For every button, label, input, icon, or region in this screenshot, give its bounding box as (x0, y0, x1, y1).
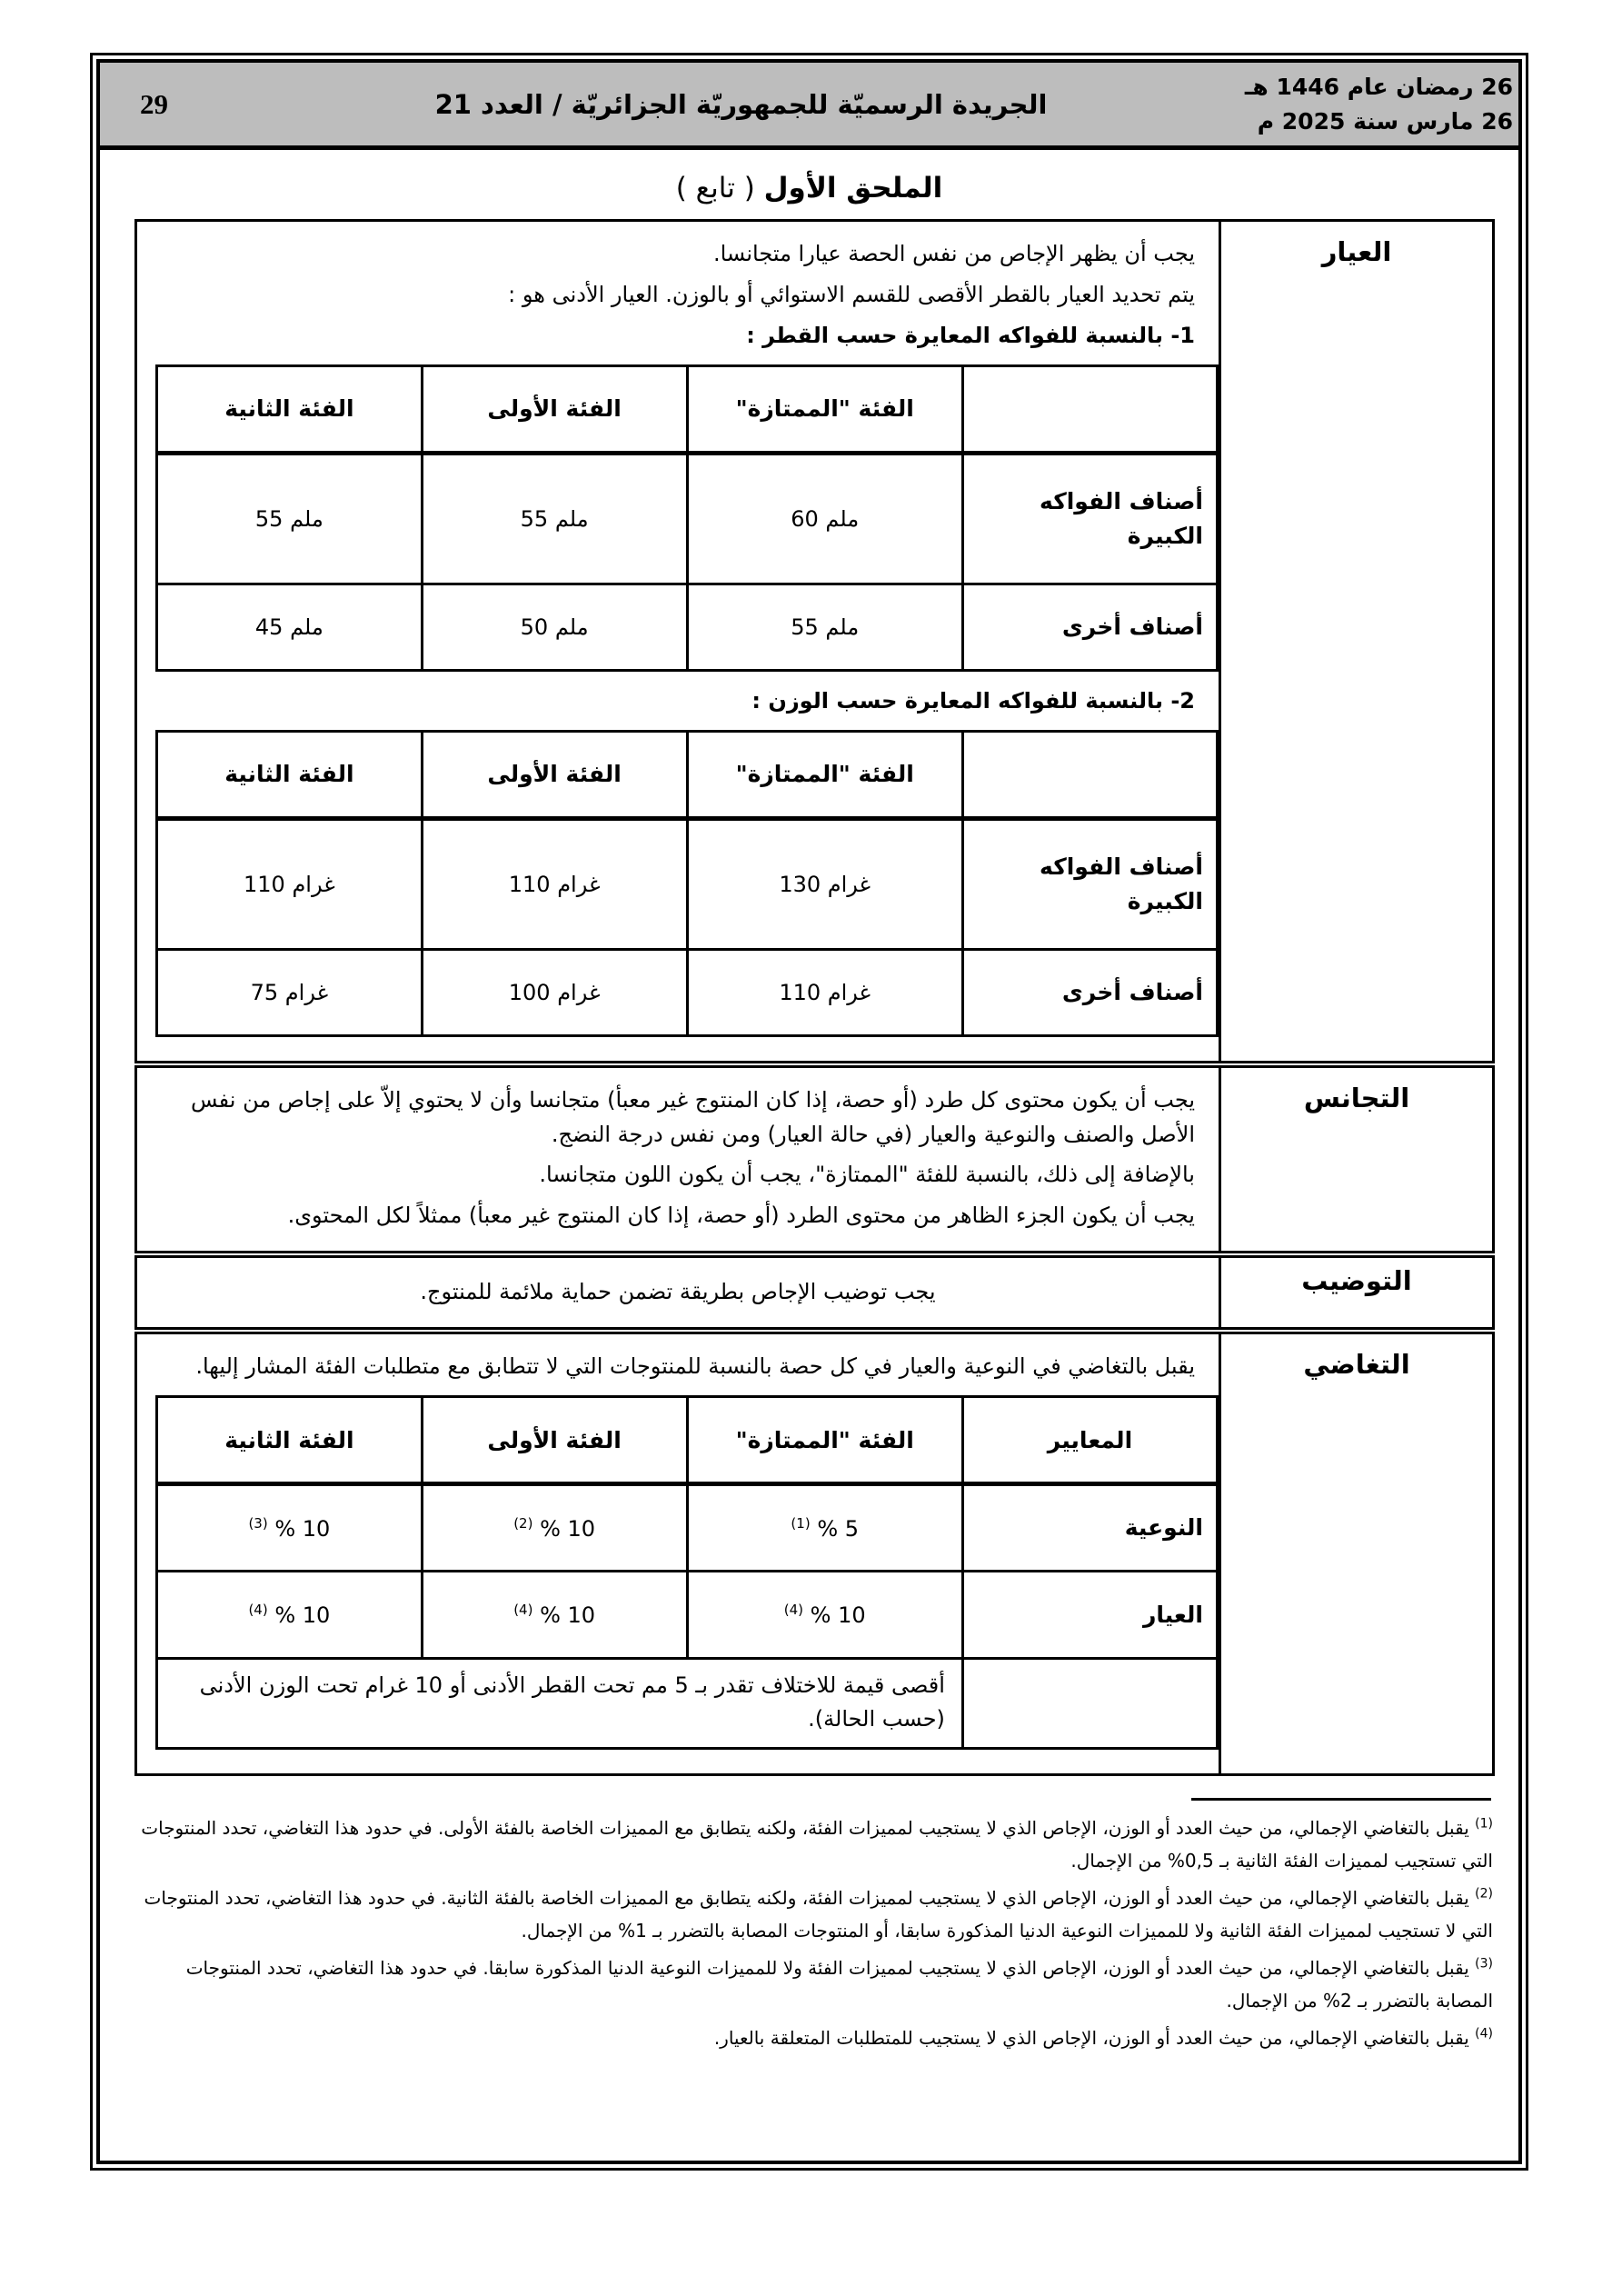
footnote-4: $^{(4)}$ يقبل بالتغاضي الإجمالي، من حيث العدد أو الوزن، الإجاص الذي لا يستجيب للمتطلبات المتعلقة بالعيار. (713, 2026, 1493, 2050)
value-cell: 100 غرام (422, 949, 687, 1035)
header-cell-second-class: الفئة الثانية (157, 731, 423, 818)
value-cell: 130 غرام (687, 818, 962, 949)
header-cell-first-class: الفئة الأولى (422, 731, 687, 818)
value-cell: $^{(1)}$ % 5 (687, 1484, 962, 1572)
weight-table-header-row (157, 731, 1218, 818)
homogeneity-paragraph-2: بالإضافة إلى ذلك، بالنسبة للفئة "الممتازة"، يجب أن يكون اللون متجانسا. (539, 1162, 1195, 1188)
diameter-table-header-row (157, 365, 1218, 453)
section-content-tolerance (136, 1331, 1220, 1775)
value-cell: $^{(4)}$ % 10 (687, 1572, 962, 1659)
value-cell: 110 غرام (687, 949, 962, 1035)
section-label-homogeneity: التجانس (1220, 1064, 1494, 1255)
section-content-caliber (136, 221, 1220, 1064)
value-cell: 55 ملم (157, 453, 423, 584)
section-row-caliber (136, 221, 1494, 1064)
annex-title (100, 172, 1518, 205)
header-cell-empty (962, 731, 1217, 818)
header-cell-extra-class: الفئة "الممتازة" (687, 365, 962, 453)
header-cell-empty (962, 365, 1217, 453)
caliber-paragraph-2: يتم تحديد العيار بالقطر الأقصى للقسم الاستوائي أو بالوزن. العيار الأدنى هو : (508, 281, 1195, 307)
footnote-3: $^{(3)}$ يقبل بالتغاضي الإجمالي، من حيث العدد أو الوزن، الإجاص الذي لا يستجيب لمميزات الفئة ولا للمميزات النوعية الدنيا المذكورة سابقا. في حدود هذا التغاضي، تحدد المنتوجات المصابة بالتضرر بـ %2 من الإجمال. (185, 1956, 1493, 2012)
header-cell-extra-class: الفئة "الممتازة" (687, 731, 962, 818)
tolerance-table-header-row (157, 1397, 1218, 1484)
value-cell: 75 غرام (157, 949, 423, 1035)
table-row-caliber (157, 1572, 1218, 1659)
header-cell-first-class: الفئة الأولى (422, 1397, 687, 1484)
value-cell: 110 غرام (157, 818, 423, 949)
row-label-large-fruit: أصناف الفواكه الكبيرة (962, 453, 1217, 584)
tolerance-paragraph: يقبل بالتغاضي في النوعية والعيار في كل حصة بالنسبة للمنتوجات التي لا تتطابق مع متطلبات الفئة المشار إليها. (195, 1353, 1195, 1380)
diameter-table (155, 364, 1219, 672)
page-frame (90, 53, 1528, 2171)
header-cell-second-class: الفئة الثانية (157, 1397, 423, 1484)
tolerance-table (155, 1395, 1219, 1750)
table-row (157, 584, 1218, 670)
header-cell-first-class: الفئة الأولى (422, 365, 687, 453)
value-cell: 60 ملم (687, 453, 962, 584)
header-cell-second-class: الفئة الثانية (157, 365, 423, 453)
value-cell: $^{(2)}$ % 10 (422, 1484, 687, 1572)
value-cell: 55 ملم (687, 584, 962, 670)
footnote-rule (1191, 1798, 1491, 1801)
caliber-subtitle-diameter: 1- بالنسبة للفواكه المعايرة حسب القطر : (746, 322, 1195, 348)
caliber-subtitle-weight: 2- بالنسبة للفواكه المعايرة حسب الوزن : (751, 687, 1195, 714)
value-cell: $^{(3)}$ % 10 (157, 1484, 423, 1572)
table-row-quality (157, 1484, 1218, 1572)
tolerance-note-cell: أقصى قيمة للاختلاف تقدر بـ 5 مم تحت القطر الأدنى أو 10 غرام تحت الوزن الأدنى (حسب الحالة). (157, 1659, 963, 1749)
section-row-packaging (136, 1254, 1494, 1331)
table-row-note (157, 1659, 1218, 1749)
header-cell-criteria: المعايير (962, 1397, 1217, 1484)
value-cell: $^{(4)}$ % 10 (157, 1572, 423, 1659)
row-label-large-fruit: أصناف الفواكه الكبيرة (962, 818, 1217, 949)
footnote-1: $^{(1)}$ يقبل بالتغاضي الإجمالي، من حيث العدد أو الوزن، الإجاص الذي لا يستجيب لمميزات الفئة، ولكنه يتطابق مع المميزات الخاصة بالفئة الأولى. في حدود هذا التغاضي، تحدد المنتوجات التي تستجيب لمميزات الفئة الثانية بـ %0,5 من الإجمال. (141, 1816, 1493, 1872)
header-cell-extra-class: الفئة "الممتازة" (687, 1397, 962, 1484)
hijri-date: 26 رمضان عام 1446 هـ (1244, 74, 1513, 100)
main-table (134, 219, 1495, 1776)
table-row (157, 818, 1218, 949)
annex-title-suffix: ( تابع ) (675, 172, 755, 205)
row-label-quality: النوعية (962, 1484, 1217, 1572)
homogeneity-paragraph-3: يجب أن يكون الجزء الظاهر من محتوى الطرد (أو حصة، إذا كان المنتوج غير معبأ) ممثلاً لكل المحتوى. (287, 1203, 1195, 1229)
row-label-other-varieties: أصناف أخرى (962, 584, 1217, 670)
table-row (157, 453, 1218, 584)
homogeneity-paragraph-1: يجب أن يكون محتوى كل طرد (أو حصة، إذا كان المنتوج غير معبأ) متجانسا وأن لا يحتوي إلاّ على إجاص من نفس الأصل والصنف والنوعية والعيار (في حالة العيار) ومن نفس درجة النضج. (191, 1086, 1195, 1147)
empty-cell (962, 1659, 1217, 1749)
section-label-caliber: العيار (1220, 221, 1494, 1064)
journal-title: الجريدة الرسميّة للجمهوريّة الجزائريّة / العدد 21 (434, 88, 1048, 120)
gregorian-date: 26 مارس سنة 2025 م (1257, 107, 1513, 135)
caliber-paragraph-1: يجب أن يظهر الإجاص من نفس الحصة عيارا متجانسا. (712, 241, 1195, 266)
weight-table (155, 730, 1219, 1037)
section-row-tolerance (136, 1331, 1494, 1775)
row-label-caliber: العيار (962, 1572, 1217, 1659)
value-cell: $^{(4)}$ % 10 (422, 1572, 687, 1659)
page-frame-inner (96, 59, 1522, 2164)
packaging-paragraph: يجب توضيب الإجاص بطريقة تضمن حماية ملائمة للمنتوج. (420, 1279, 936, 1305)
value-cell: 50 ملم (422, 584, 687, 670)
footnote-2: $^{(2)}$ يقبل بالتغاضي الإجمالي، من حيث العدد أو الوزن، الإجاص الذي لا يستجيب لمميزات الفئة، ولكنه يتطابق مع المميزات الخاصة بالفئة الثانية. في حدود هذا التغاضي، تحدد المنتوجات التي لا تستجيب لمميزات الفئة الثانية ولا للمميزات النوعية الدنيا المذكورة سابقا، أو المنتوجات المصابة بالتضرر بـ %1 من الإجمال. (144, 1886, 1493, 1942)
annex-title-main: الملحق الأول (763, 172, 943, 205)
header-band (100, 63, 1518, 150)
value-cell: 55 ملم (422, 453, 687, 584)
page-number: 29 (140, 87, 168, 120)
value-cell: 110 غرام (422, 818, 687, 949)
row-label-other-varieties: أصناف أخرى (962, 949, 1217, 1035)
section-label-packaging: التوضيب (1220, 1254, 1494, 1331)
footnotes (100, 1812, 1518, 2054)
table-row (157, 949, 1218, 1035)
section-content-packaging (136, 1254, 1220, 1331)
value-cell: 45 ملم (157, 584, 423, 670)
section-label-tolerance: التغاضي (1220, 1331, 1494, 1775)
section-content-homogeneity (136, 1064, 1220, 1255)
section-row-homogeneity (136, 1064, 1494, 1255)
date-block (1209, 70, 1518, 138)
